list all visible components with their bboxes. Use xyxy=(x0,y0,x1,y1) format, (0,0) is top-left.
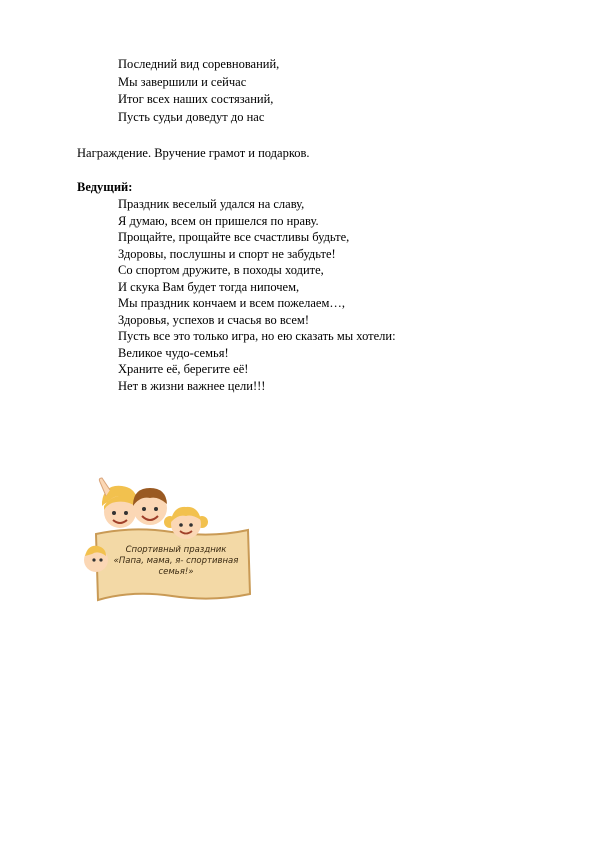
poem-line: Великое чудо-семья! xyxy=(118,345,229,360)
poem-stanza-1 xyxy=(118,57,279,127)
poem-line: И скука Вам будет тогда нипочем, xyxy=(118,279,300,294)
sports-festival-banner xyxy=(82,476,254,608)
banner-line: семья!» xyxy=(158,567,194,577)
poem-stanza-2 xyxy=(118,197,396,395)
poem-line: Храните её, берегите её! xyxy=(118,362,249,376)
banner-caption xyxy=(104,545,248,578)
kid-left-icon xyxy=(99,478,138,528)
poem-line: Пусть судьи доведут до нас xyxy=(118,109,265,124)
host-label: Ведущий: xyxy=(77,180,133,194)
kid-middle-icon xyxy=(133,488,167,525)
poem-line: Итог всех наших состязаний, xyxy=(118,92,274,106)
poem-line: Пусть все это только игра, но ею сказать мы хотели: xyxy=(118,329,396,343)
poem-line: Здоровы, послушны и спорт не забудьте! xyxy=(118,246,336,261)
poem-line: Мы праздник кончаем и всем пожелаем…, xyxy=(118,296,346,310)
banner-line: Спортивный праздник xyxy=(125,545,227,555)
poem-line: Мы завершили и сейчас xyxy=(118,74,247,89)
poem-line: Нет в жизни важнее цели!!! xyxy=(118,378,266,393)
poem-line: Праздник веселый удался на славу, xyxy=(118,197,305,211)
banner-line: «Папа, мама, я- спортивная xyxy=(113,556,239,566)
poem-line: Последний вид соревнований, xyxy=(118,57,280,71)
poem-line: Я думаю, всем он пришелся по нраву. xyxy=(118,213,319,228)
award-line: Награждение. Вручение грамот и подарков. xyxy=(77,146,310,160)
kids-illustration xyxy=(82,476,254,608)
poem-line: Со спортом дружите, в походы ходите, xyxy=(118,263,324,277)
poem-line: Прощайте, прощайте все счастливы будьте, xyxy=(118,230,350,244)
poem-line: Здоровья, успехов и счасья во всем! xyxy=(118,312,309,327)
